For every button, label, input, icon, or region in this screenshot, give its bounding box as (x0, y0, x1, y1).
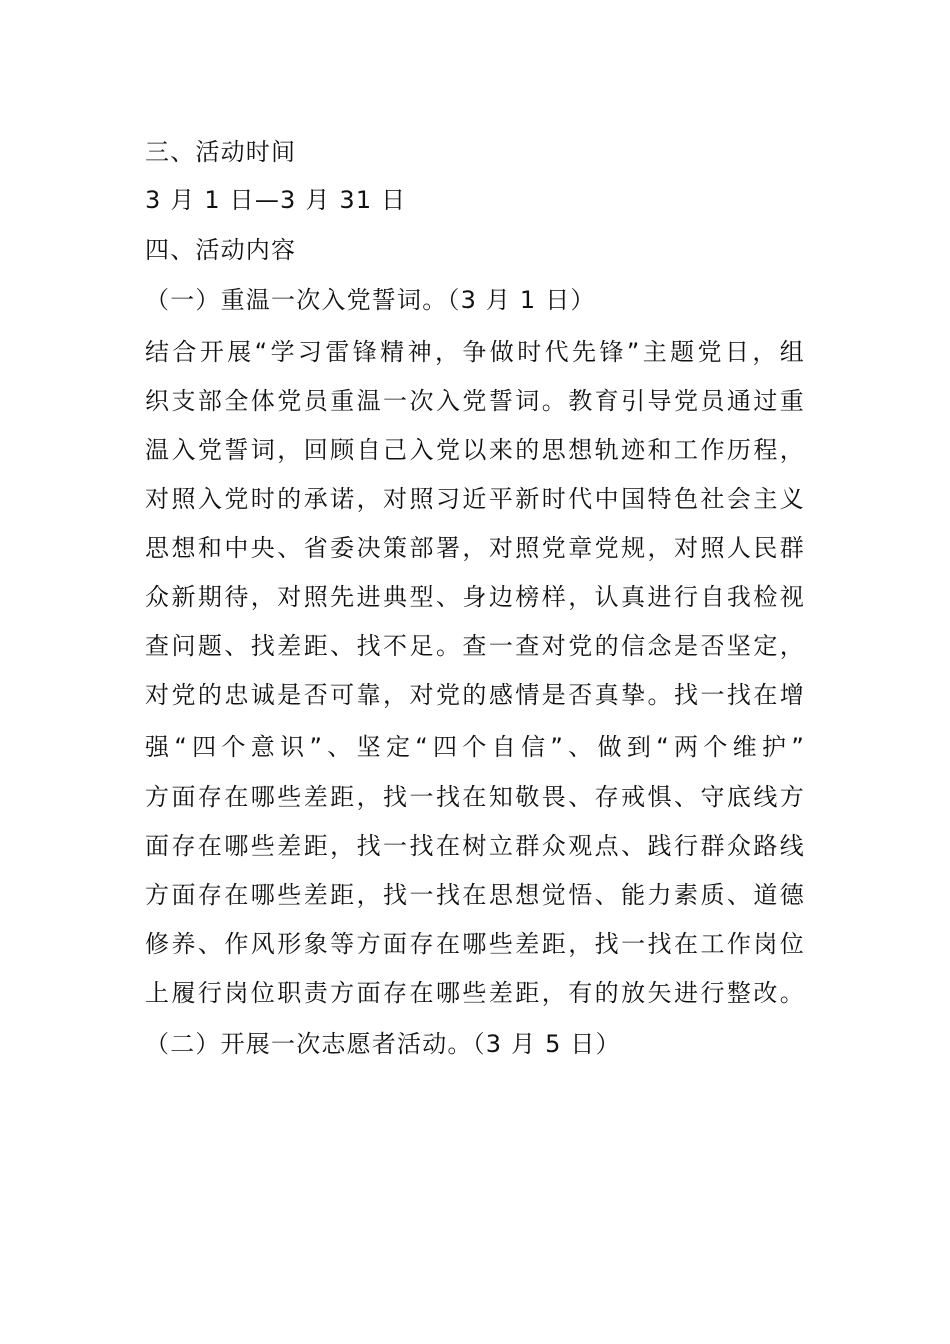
paragraph-line: 查问题、找差距、找不足。查一查对党的信念是否坚定， (145, 632, 805, 660)
paragraph-line: 温入党誓词，回顾自己入党以来的思想轨迹和工作历程， (145, 436, 805, 464)
paragraph-line: 织支部全体党员重温一次入党誓词。教育引导党员通过重 (145, 387, 805, 415)
paragraph-line: 对照入党时的承诺，对照习近平新时代中国特色社会主义 (145, 485, 805, 513)
section3-heading: 三、活动时间 (145, 138, 297, 166)
item1-heading: （一）重温一次入党誓词。（3 月 1 日） (145, 286, 596, 314)
paragraph-line: 众新期待，对照先进典型、身边榜样，认真进行自我检视 (145, 583, 805, 611)
paragraph-line: 面存在哪些差距，找一找在树立群众观点、践行群众路线 (145, 832, 805, 860)
paragraph-line: 对党的忠诚是否可靠，对党的感情是否真挚。找一找在增 (145, 681, 805, 709)
paragraph-line: 方面存在哪些差距，找一找在思想觉悟、能力素质、道德 (145, 881, 805, 909)
paragraph-line: 结合开展“学习雷锋精神，争做时代先锋”主题党日，组 (145, 338, 805, 366)
paragraph-line: 上履行岗位职责方面存在哪些差距，有的放矢进行整改。 (145, 979, 805, 1007)
paragraph-line: 方面存在哪些差距，找一找在知敬畏、存戒惧、守底线方 (145, 783, 805, 811)
paragraph-line: 强“四个意识”、坚定“四个自信”、做到“两个维护” (145, 733, 805, 761)
section3-date-range: 3 月 1 日—3 月 31 日 (145, 186, 407, 214)
paragraph-line: 修养、作风形象等方面存在哪些差距，找一找在工作岗位 (145, 930, 805, 958)
paragraph-line: 思想和中央、省委决策部署，对照党章党规，对照人民群 (145, 534, 805, 562)
section4-heading: 四、活动内容 (145, 236, 297, 264)
item2-heading: （二）开展一次志愿者活动。（3 月 5 日） (145, 1030, 621, 1058)
